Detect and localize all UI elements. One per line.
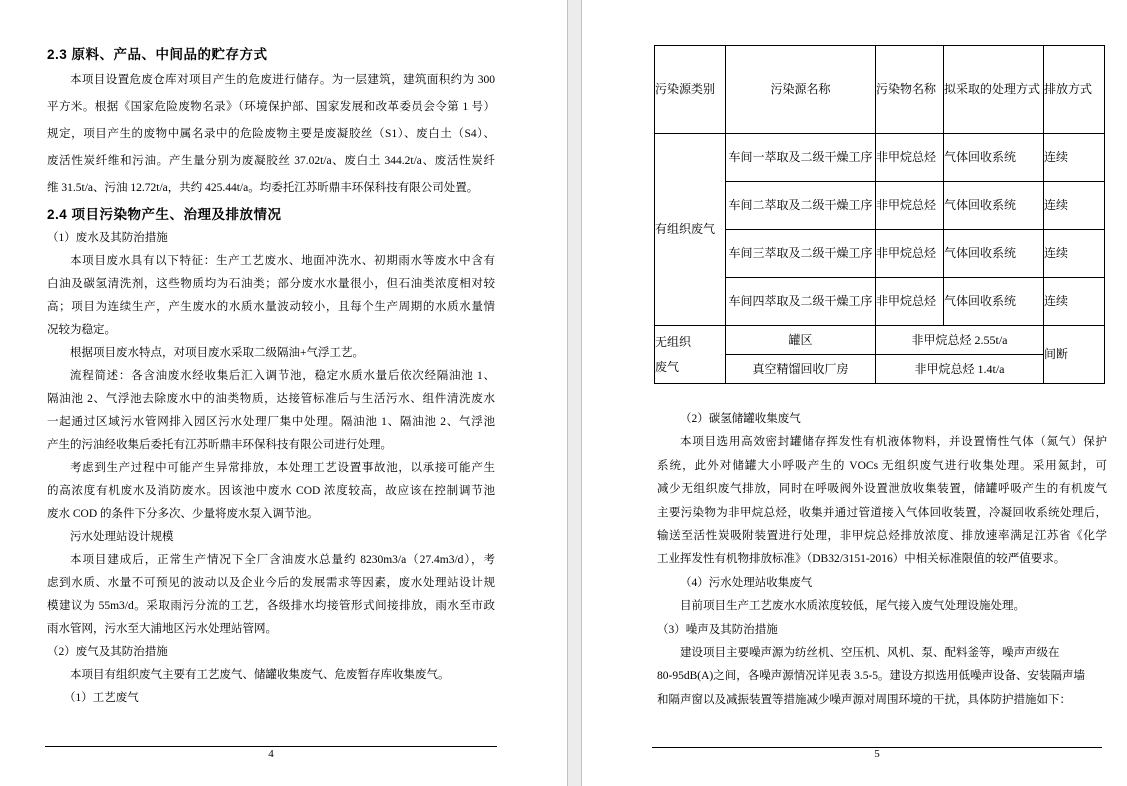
text-line: 建设项目主要噪声源为纺丝机、空压机、风机、泵、配料釜等，噪声声级在 <box>680 647 1060 660</box>
text-line: 主要污染物为非甲烷总烃，收集并通过管道接入气体回收装置，冷凝回收系统处理后， <box>657 506 1107 519</box>
text-line: （1）废水及其防治措施 <box>47 232 168 244</box>
text-line: 本项目有组织废气主要有工艺废气、储罐收集废气、危废暂存库收集废气。 <box>70 669 450 681</box>
text-line: 目前项目生产工艺废水水质浓度较低，尾气接入废气处理设施处理。 <box>680 600 1025 613</box>
table-cell: 气体回收系统 <box>944 134 1044 182</box>
table-cell: 非甲烷总烃 <box>876 134 944 182</box>
table-cell: 间断 <box>1044 326 1105 384</box>
text-line: 本项目建成后，正常生产情况下全厂含油废水总量约 8230m3/a（27.4m3/d），考 <box>70 554 495 566</box>
text-line: 考虑到生产过程中可能产生异常排放，本处理工艺设置事故池，以承接可能产生 <box>70 462 495 474</box>
footer-rule <box>45 746 497 747</box>
text-line: 高；项目为连续生产，产生废水的水质水量波动较小，且每个生产周期的水质水量情 <box>47 301 495 313</box>
column-header: 排放方式 <box>1044 46 1105 134</box>
section-heading: 2.3 原料、产品、中间品的贮存方式 <box>47 47 268 62</box>
text-line: 输送至活性炭吸附装置进行处理，非甲烷总烃排放浓度、排放速率满足江苏省《化学 <box>657 530 1107 543</box>
text-line: 污水处理站设计规模 <box>70 531 174 543</box>
table-cell: 车间一萃取及二级干燥工序 <box>726 134 876 182</box>
pollution-source-table <box>654 45 1105 384</box>
page-4-text-column <box>47 42 495 710</box>
table-cell: 非甲烷总烃 <box>876 182 944 230</box>
text-line: 一起通过区域污水管网排入园区污水处理厂集中处理。隔油池 1、隔油池 2、气浮池 <box>47 416 495 428</box>
text-line: 本项目废水具有以下特征：生产工艺废水、地面冲洗水、初期雨水等废水中含有 <box>70 255 495 267</box>
text-line: 况较为稳定。 <box>47 324 116 336</box>
text-line: （3）噪声及其防治措施 <box>657 623 778 636</box>
text-line: 废活性炭纤维和污油。产生量分别为废凝胶丝 37.02t/a、废白土 344.2t/a、废活性炭纤 <box>47 155 495 167</box>
page-number: 4 <box>268 748 274 760</box>
text-line: 维 31.5t/a、污油 12.72t/a，共约 425.44t/a。均委托江苏昕鼎丰环保科技有限公司处置。 <box>47 182 479 194</box>
text-line: （1）工艺废气 <box>64 692 139 704</box>
column-header: 拟采取的处理方式 <box>944 46 1044 134</box>
table-cell: 气体回收系统 <box>944 230 1044 278</box>
text-line: 隔油池 2、气浮池去除废水中的油类物质，达接管标准后与生活污水、组件清洗废水 <box>47 393 495 405</box>
page-5 <box>582 0 1127 786</box>
table-cell: 罐区 <box>726 326 876 355</box>
text-line: 根据项目废水特点，对项目废水采取二级隔油+气浮工艺。 <box>70 347 364 359</box>
table-cell: 车间四萃取及二级干燥工序 <box>726 278 876 326</box>
table-cell: 无组织 废气 <box>655 326 726 384</box>
text-line: （2）碳氢储罐收集废气 <box>680 413 801 425</box>
table-cell: 真空精馏回收厂房 <box>726 355 876 384</box>
text-line: 废水 COD 的条件下分多次、少量将废水泵入调节池。 <box>47 508 319 520</box>
text-line: 减少无组织废气排放，同时在呼吸阀外设置泄放收集装置，储罐呼吸产生的有机废气 <box>657 483 1107 496</box>
text-line: 虑到水质、水量不可预见的波动以及企业今后的发展需求等因素，废水处理站设计规 <box>47 577 495 589</box>
text-line: 本项目选用高效密封罐储存挥发性有机液体物料，并设置惰性气体（氮气）保护 <box>680 436 1107 449</box>
table-cell: 气体回收系统 <box>944 278 1044 326</box>
table-cell: 连续 <box>1044 182 1105 230</box>
text-line: 本项目设置危废仓库对项目产生的危废进行储存。为一层建筑，建筑面积约为 300 <box>70 74 495 86</box>
text-line: （4）污水处理站收集废气 <box>680 576 813 589</box>
table-cell: 非甲烷总烃 1.4t/a <box>876 355 1044 384</box>
text-line: 产生的污油经收集后委托有江苏昕鼎丰环保科技有限公司进行处理。 <box>47 439 392 451</box>
table-cell: 连续 <box>1044 134 1105 182</box>
text-line: 雨水管网，污水至大浦地区污水处理站管网。 <box>47 623 277 635</box>
table-cell: 连续 <box>1044 230 1105 278</box>
text-line: 的高浓度有机废水及消防废水。因该池中废水 COD 浓度较高，故应该在控制调节池 <box>47 485 495 497</box>
text-line: 系统，此外对储罐大小呼吸产生的 VOCs 无组织废气进行收集处理。采用氮封，可 <box>657 459 1107 472</box>
text-line: 规定，项目产生的废物中属名录中的危险废物主要是废凝胶丝（S1）、废白土（S4）、 <box>47 128 495 140</box>
text-line: 流程简述：各含油废水经收集后汇入调节池，稳定水质水量后依次经隔油池 1、 <box>70 370 495 382</box>
page-number: 5 <box>874 748 880 760</box>
column-header: 污染物名称 <box>876 46 944 134</box>
text-line: 平方米。根据《国家危险废物名录》（环境保护部、国家发展和改革委员会令第 1 号） <box>47 101 495 113</box>
page-5-text-column <box>657 408 1107 712</box>
page-gutter <box>567 0 582 786</box>
text-line: 和隔声窗以及减振装置等措施减少噪声源对周围环境的干扰，具体防护措施如下： <box>657 693 1071 706</box>
table-cell: 非甲烷总烃 <box>876 278 944 326</box>
column-header: 污染源名称 <box>726 46 876 134</box>
table-cell: 气体回收系统 <box>944 182 1044 230</box>
section-heading: 2.4 项目污染物产生、治理及排放情况 <box>47 207 282 222</box>
text-line: 模建议为 55m3/d。采取雨污分流的工艺，各级排水均接管形式间接排放，雨水至市政 <box>47 600 495 612</box>
text-line: 工业挥发性有机物排放标准》（DB32/3151-2016）中相关标准限值的较严值要求。 <box>657 553 1066 566</box>
table-cell: 车间三萃取及二级干燥工序 <box>726 230 876 278</box>
table-cell: 连续 <box>1044 278 1105 326</box>
table-cell: 非甲烷总烃 2.55t/a <box>876 326 1044 355</box>
text-line: （2）废气及其防治措施 <box>47 646 168 658</box>
column-header: 污染源类别 <box>655 46 726 134</box>
text-line: 白油及碳氢清洗剂，这些物质均为石油类；部分废水水量很小，但石油类浓度相对较 <box>47 278 495 290</box>
text-line: 80-95dB(A)之间，各噪声源情况详见表 3.5-5。建设方拟选用低噪声设备、安装隔声墙 <box>657 670 1086 683</box>
table-cell: 车间二萃取及二级干燥工序 <box>726 182 876 230</box>
table-cell: 有组织废气 <box>655 134 726 326</box>
table-cell: 非甲烷总烃 <box>876 230 944 278</box>
